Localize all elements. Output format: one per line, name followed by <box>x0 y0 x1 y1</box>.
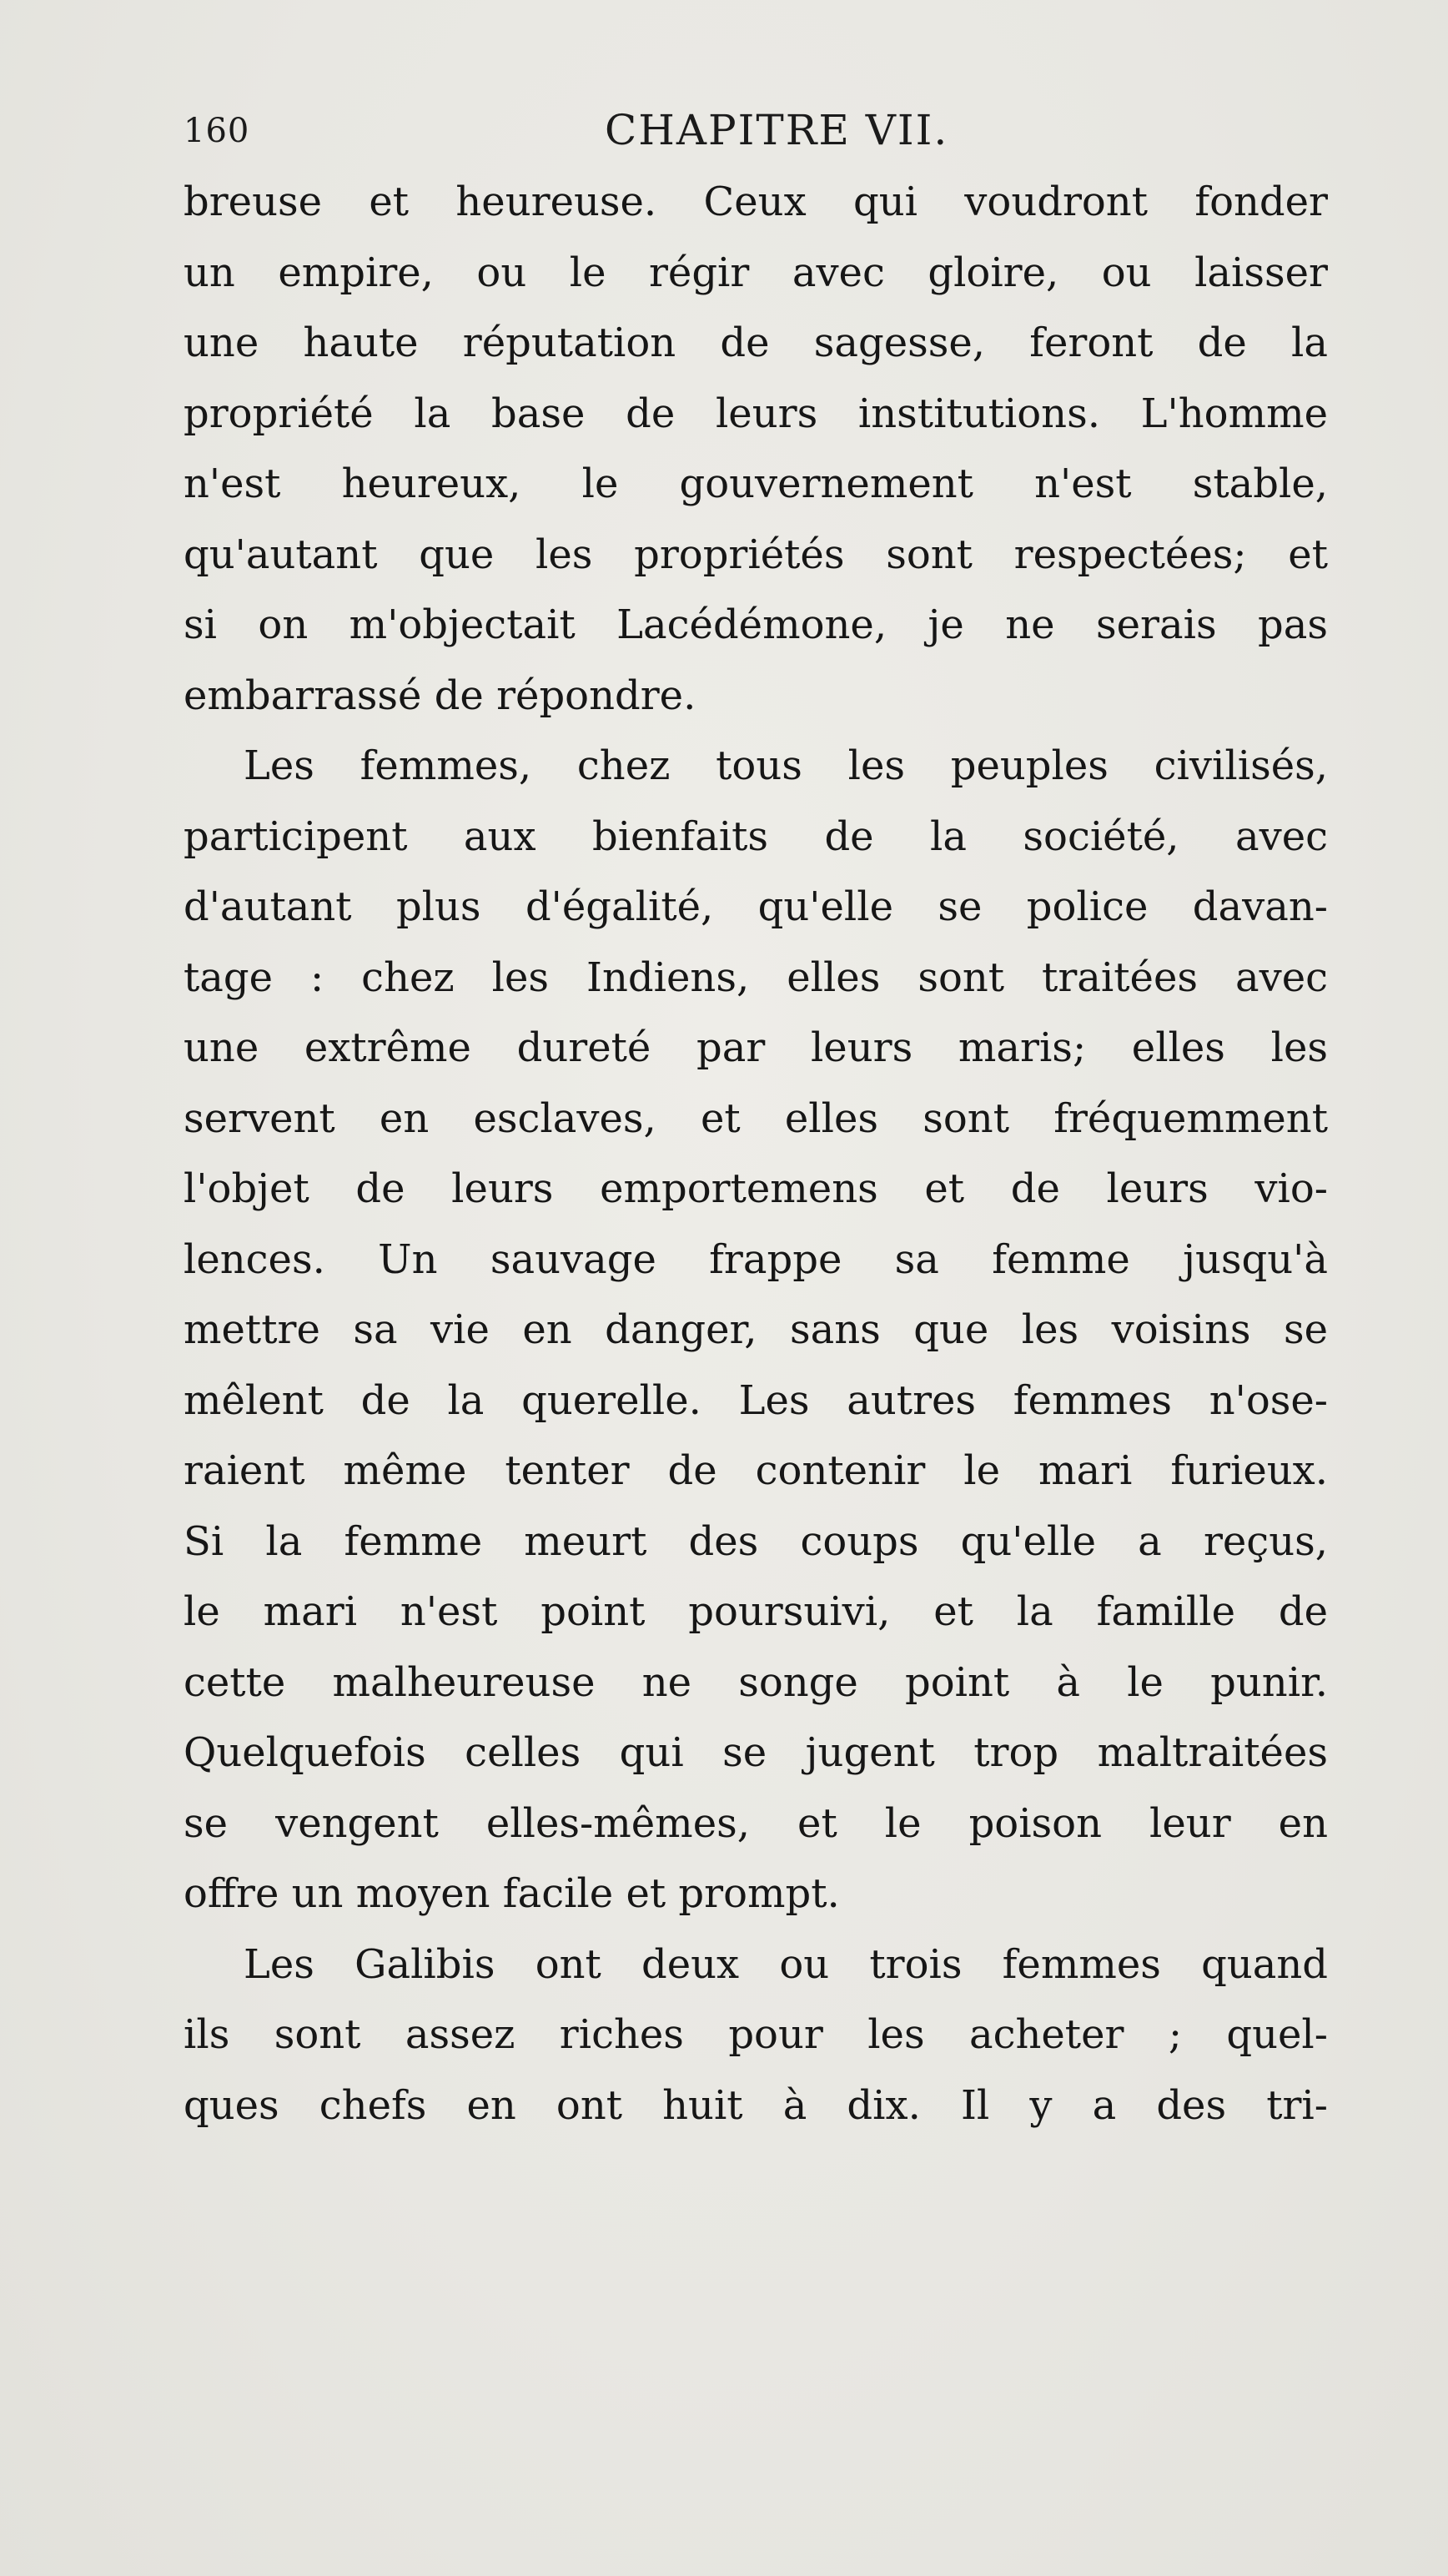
text-line: si on m'objectait Lacédémone, je ne serais pas <box>184 601 1328 648</box>
text-line: ils sont assez riches pour les acheter ; quel- <box>184 2011 1328 2058</box>
text-line: propriété la base de leurs institutions. L'homme <box>184 390 1328 437</box>
text-line: se vengent elles-mêmes, et le poison leur en <box>184 1799 1328 1847</box>
text-line: un empire, ou le régir avec gloire, ou laisser <box>184 249 1328 296</box>
text-line: Quelquefois celles qui se jugent trop maltraitées <box>184 1729 1328 1776</box>
text-line: participent aux bienfaits de la société, avec <box>184 813 1328 860</box>
text-line: tage : chez les Indiens, elles sont traitées avec <box>184 953 1328 1001</box>
text-line: Les femmes, chez tous les peuples civilisés, <box>244 742 1328 789</box>
paragraph <box>184 731 1328 1929</box>
text-line: qu'autant que les propriétés sont respectées; et <box>184 531 1328 578</box>
text-line: l'objet de leurs emportemens et de leurs vio- <box>184 1165 1328 1212</box>
text-line: mettre sa vie en danger, sans que les voisins se <box>184 1306 1328 1353</box>
paragraph <box>184 1929 1328 2141</box>
text-line: ques chefs en ont huit à dix. Il y a des tri- <box>184 2081 1328 2129</box>
text-line: n'est heureux, le gouvernement n'est stable, <box>184 460 1328 507</box>
text-line: offre un moyen facile et prompt. <box>184 1870 840 1917</box>
page-number: 160 <box>184 112 250 150</box>
text-line: breuse et heureuse. Ceux qui voudront fonder <box>184 179 1328 225</box>
text-line: embarrassé de répondre. <box>184 672 696 719</box>
text-line: d'autant plus d'égalité, qu'elle se police davan- <box>184 883 1328 930</box>
text-line: une extrême dureté par leurs maris; elles les <box>184 1024 1328 1071</box>
text-line: servent en esclaves, et elles sont fréquemment <box>184 1094 1328 1142</box>
body-text <box>184 167 1328 2141</box>
text-line: Les Galibis ont deux ou trois femmes quand <box>244 1940 1328 1988</box>
text-line: lences. Un sauvage frappe sa femme jusqu'à <box>184 1235 1328 1283</box>
paragraph <box>184 167 1328 731</box>
text-line: cette malheureuse ne songe point à le punir. <box>184 1658 1328 1706</box>
text-line: le mari n'est point poursuivi, et la famille de <box>184 1588 1328 1635</box>
text-line: Si la femme meurt des coups qu'elle a reçus, <box>184 1517 1328 1565</box>
text-line: mêlent de la querelle. Les autres femmes n'ose- <box>184 1376 1328 1424</box>
running-head: CHAPITRE VII. <box>605 106 949 154</box>
text-line: une haute réputation de sagesse, feront de la <box>184 319 1328 366</box>
page-header <box>184 102 1318 169</box>
text-line: raient même tenter de contenir le mari furieux. <box>184 1447 1328 1494</box>
